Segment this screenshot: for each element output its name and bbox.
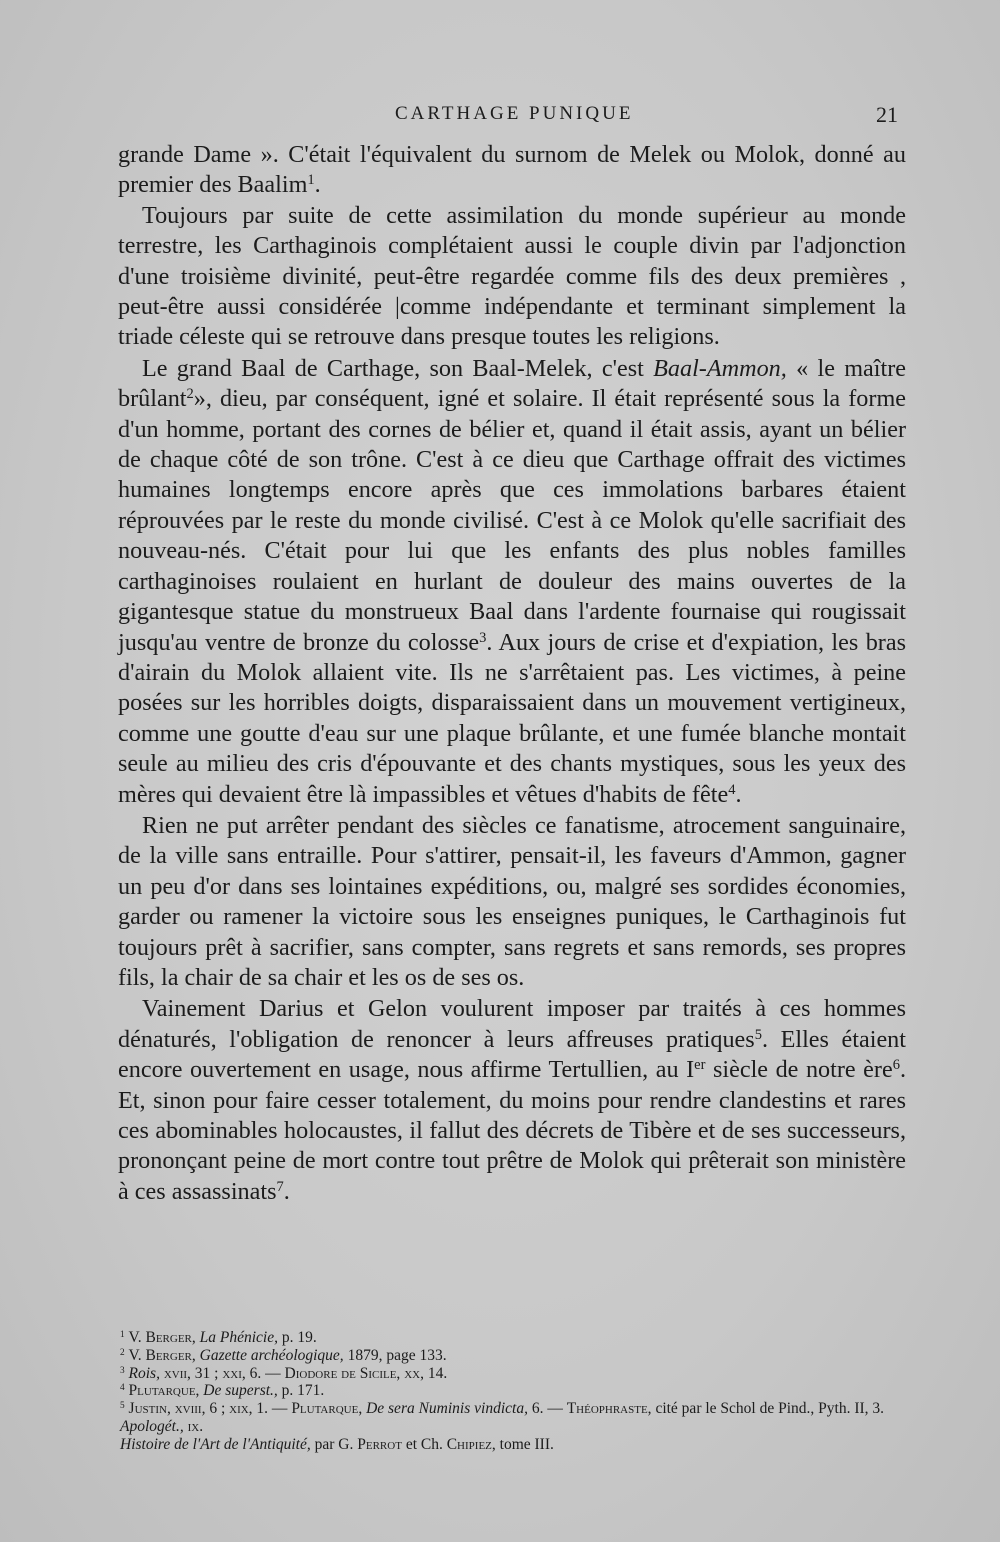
text-run: Vainement Darius et Gelon voulurent imposer par traités à ces hommes dénaturés, l'obligation de renoncer à leurs affreuses pratiques: [118, 995, 906, 1053]
footnote-number: 5: [120, 1401, 125, 1412]
page-number: 21: [876, 102, 898, 127]
text-run: . Aux jours de crise et d'expiation, les bras d'airain du Molok allaient vite. Ils ne s'arrêtaient pas. Les victimes, à peine posées sur les horribles doigts, disparaissaient dans un mouvement vertigineux, comme une goutte d'eau sur une plaque brûlante, et une fumée blanche montait seule au milieu des cris d'épouvante et des chants mystiques, sous les yeux des mères qui devaient être là impassibles et vêtues d'habits de fête: [118, 628, 906, 808]
footnote-author: V. Berger,: [128, 1346, 196, 1364]
footnote-author: Théophraste,: [566, 1400, 652, 1418]
text-run: « le maître brûlant: [118, 354, 906, 413]
footnote-text: xx, 14.: [404, 1364, 448, 1382]
footnote-text: et Ch.: [405, 1435, 443, 1453]
footnote-work: Histoire de l'Art de l'Antiquité,: [120, 1435, 311, 1453]
footnote-2: [108, 1347, 896, 1365]
footnote-work: Gazette archéologique,: [199, 1346, 344, 1364]
paragraph-2: Toujours par suite de cette assimilation du monde supérieur au monde terrestre, les Carthaginois complétaient aussi le couple divin par l'adjonction d'une troisième divinité, peut-être regardée comme fils des deux premières , peut-être aussi considérée |comme indépendante et terminant simplement la triade céleste qui se retrouve dans presque toutes les religions.: [118, 201, 906, 351]
footnote-4: [108, 1382, 896, 1400]
ordinal-suffix: er: [694, 1057, 706, 1074]
footnote-text: cité par le Schol de Pind., Pyth. II, 3.: [655, 1400, 885, 1418]
paragraph-5: [118, 994, 906, 1207]
italic-term: Baal-Ammon,: [653, 354, 787, 382]
footnote-text: p. 19.: [281, 1329, 317, 1346]
footnote-text: ix.: [187, 1417, 204, 1435]
text-run: », dieu, par conséquent, igné et solaire. Il était représenté sous la forme d'un homme, portant des cornes de bélier et, quand il était assis, ayant un bélier de chaque côté de son trône. C'est à ce dieu que Carthage offrait des victimes humaines longtemps encore après que ces immolations barbares étaient réprouvées par le reste du monde civilisé. C'est à ce Molok qu'elle sacrifiait des nouveau-nés. C'était pour lui que les enfants des plus nobles familles carthaginoises roulaient en hurlant de douleur des mains ouvertes de la gigantesque statue du monstrueux Baal dans l'ardente fournaise qui rougissait jusqu'au ventre de bronze du colosse: [118, 385, 906, 656]
note-ref-3: 3: [479, 629, 487, 646]
footnote-work: De superst.,: [203, 1382, 278, 1400]
text-run: . Elles étaient encore ouvertement en usage, nous affirme Tertullien, au I: [118, 1025, 906, 1084]
text-run: .: [735, 780, 742, 808]
footnote-number: 3: [120, 1365, 125, 1376]
note-ref-7: 7: [276, 1178, 284, 1195]
text-run: siècle de notre ère: [712, 1056, 893, 1084]
note-ref-5: 5: [754, 1026, 762, 1043]
footnote-3: [108, 1365, 896, 1383]
text-run: Le grand Baal de Carthage, son Baal-Melek, c'est: [142, 354, 644, 382]
note-ref-1: 1: [307, 172, 315, 189]
footnote-number: 2: [120, 1347, 125, 1358]
footnote-text: par G.: [314, 1435, 354, 1453]
note-ref-4: 4: [728, 781, 736, 798]
footnote-author: Chipiez,: [446, 1435, 496, 1453]
footnote-author: Plutarque,: [128, 1382, 200, 1400]
footnote-1: [108, 1329, 896, 1347]
footnote-author: Plutarque,: [291, 1400, 363, 1418]
body-text: [118, 140, 906, 1207]
text-run: .: [283, 1177, 290, 1205]
footnote-author: Justin,: [128, 1400, 171, 1418]
footnote-work: De sera Numinis vindicta,: [366, 1400, 528, 1418]
footnote-6: [108, 1418, 896, 1436]
note-ref-6: 6: [892, 1057, 900, 1074]
note-ref-2: 2: [186, 386, 194, 403]
paragraph-1: [118, 140, 906, 201]
footnote-author: V. Berger,: [128, 1329, 196, 1346]
footnote-text: xvii, 31 ; xxi, 6. —: [163, 1364, 281, 1382]
footnote-number: 1: [120, 1329, 125, 1340]
footnote-text: xviii, 6 ; xix, 1. —: [174, 1400, 288, 1418]
footnote-number: 4: [120, 1383, 125, 1394]
footnote-7: [108, 1436, 896, 1454]
paragraph-3: [118, 354, 906, 810]
footnote-text: tome III.: [499, 1435, 554, 1453]
running-title: CARTHAGE PUNIQUE: [395, 103, 634, 124]
footnote-work: Apologét.,: [120, 1417, 184, 1435]
footnote-work: Rois,: [128, 1364, 160, 1382]
footnote-5: [108, 1400, 896, 1418]
text-run: .: [314, 171, 321, 199]
footnotes: [108, 1329, 896, 1454]
footnote-text: 1879, page 133.: [347, 1346, 447, 1364]
footnote-author: Diodore de Sicile,: [284, 1364, 401, 1382]
text-run: . Et, sinon pour faire cesser totalement, du moins pour rendre clandestins et rares ces abominables holocaustes, il fallut des décrets de Tibère et de ses successeurs, prononçant peine de mort contre tout prêtre de Molok qui prêterait son ministère à ces assassinats: [118, 1056, 907, 1205]
footnote-text: 6. —: [531, 1400, 563, 1418]
text-run: grande Dame ». C'était l'équivalent du surnom de Melek ou Molok, donné au premier des Baalim: [118, 141, 906, 199]
footnote-work: La Phénicie,: [199, 1329, 278, 1346]
footnote-text: p. 171.: [281, 1382, 325, 1400]
paragraph-4: Rien ne put arrêter pendant des siècles ce fanatisme, atrocement sanguinaire, de la ville sans entraille. Pour s'attirer, pensait-il, les faveurs d'Ammon, gagner un peu d'or dans ses lointaines expéditions, ou, malgré ses sordides économies, garder ou ramener la victoire sous les enseignes puniques, le Carthaginois fut toujours prêt à sacrifier, sans compter, sans regrets et sans remords, ses propres fils, la chair de sa chair et les os de ses os.: [118, 811, 906, 991]
footnote-author: Perrot: [357, 1435, 402, 1453]
